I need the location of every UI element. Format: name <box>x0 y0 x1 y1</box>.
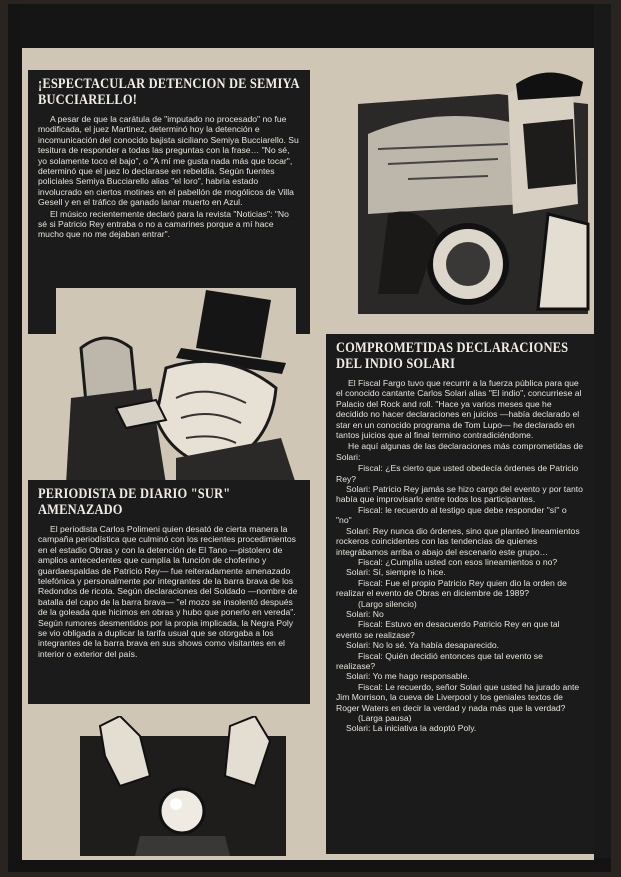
dialogue-line: Fiscal: ¿Es cierto que usted obedecía órdenes de Patricio Rey? <box>336 463 579 484</box>
dialogue-line: Solari: Patricio Rey jamás se hizo cargo del evento y por tanto había que improvisarlo entre todos los participantes. <box>336 484 583 505</box>
article-paragraph: El Fiscal Fargo tuvo que recurrir a la fuerza pública para que el conocido cantante Carlos Solari alias "El indio", concurriese al Palacio del Rock and roll. "Hace ya varios meses que he decidido no hacer declaraciones en juicios —había declarado el star en un conocido programa de Tom Lupo— he declarado en tantos juicios que al final termino contradiciéndome. <box>336 378 582 441</box>
dialogue-line: Solari: No <box>346 608 384 619</box>
article-title: PERIODISTA DE DIARIO "SUR" AMENAZADO <box>38 486 231 518</box>
article-title: ¡ESPECTACULAR DETENCION DE SEMIYA BUCCIARELLO! <box>38 76 300 108</box>
right-dark-band <box>594 4 611 872</box>
article-title: COMPROMETIDAS DECLARACIONES DEL INDIO SOLARI <box>336 340 569 372</box>
police-car-drawing <box>348 64 594 314</box>
bottom-dark-band <box>8 858 611 872</box>
article-paragraph: El músico recientemente declaró para la revista "Noticias": "No sé si Patricio Rey entraba o no a camarines porque a mí hace mucho que no me dejaban entrar". <box>38 208 289 240</box>
dialogue-line: (Largo silencio) <box>358 598 417 609</box>
dialogue-line: Solari: Rey nunca dio órdenes, sino que planteó lineamientos rockeros coincidentes con las tendencias de quienes integrábamos arriba o abajo del escenario este grupo… <box>336 525 580 557</box>
dialogue-line: Solari: Sí, siempre lo hice. <box>346 567 446 578</box>
dialogue-line: (Larga pausa) <box>358 713 412 723</box>
dialogue-line: Solari: Yo me hago responsable. <box>346 671 470 682</box>
article-indio-solari <box>326 334 594 854</box>
illustration-police-car <box>348 64 594 314</box>
dialogue-line: Fiscal: Fue el propio Patricio Rey quien dio la orden de realizar el evento de Obras en diciembre de 1989? <box>336 577 567 599</box>
dialogue-line: Solari: No lo sé. Ya había desaparecido. <box>346 640 500 651</box>
illustration-top-hat-man <box>56 288 296 484</box>
top-dark-band <box>8 4 611 48</box>
left-dark-band <box>8 4 22 872</box>
top-hat-man-drawing <box>56 288 296 484</box>
dialogue-line: Fiscal: Le recuerdo, señor Solari que usted ha jurado ante Jim Morrison, la cueva de Liverpool y los geniales textos de Roger Waters en decir la verdad y nada más que la verdad? <box>336 681 580 713</box>
article-paragraph: El periodista Carlos Polimeni quien desató de cierta manera la campaña periodística que culminó con los recientes procedimientos en el estadio Obras y con la detención de El Tano —pistolero de amplios antecedentes que cumplía la función de choferino y guardaespaldas de Patricio Rey— fue reiteradamente amenazado telefónica y personalmente por integrantes de la barra brava de los Redondos de ricota. Según declaraciones del Soldado —nombre de batalla del capo de la barra brava— "el mozo se insolentó después de la goleada que hicimos en obras y hubo que ponerlo en vereda". Según rumores desmentidos por la propia implicada, la Negra Poly se vio obligada a duplicar la tarifa usual que se otorgaba a los integrantes de la barra brava en sus shows como visitantes en el interior o exterior del país. <box>38 524 298 659</box>
dialogue-line: Fiscal: Quién decidió entonces que tal evento se realizase? <box>336 650 543 671</box>
dialogue-line: Fiscal: Estuvo en desacuerdo Patricio Rey en que tal evento se realizase? <box>336 619 560 640</box>
newspaper-page <box>8 4 611 872</box>
article-periodista-amenazado <box>28 480 310 704</box>
dialogue-line: Fiscal: ¿Cumplía usted con esos lineamientos o no? <box>358 556 558 567</box>
article-paragraph: He aquí algunas de las declaraciones más comprometidas de Solari: <box>336 441 584 462</box>
article-paragraph: A pesar de que la carátula de "imputado no procesado" no fue modificada, el juez Martinez, determinó hoy la detención e incomunicación del conocido bajista siciliano Semiya Bucciarello. Su tesitura de responder a todas las preguntas con la frase… "No sé, yo solamente toco el bajo", o "A mí me gusta nada más que tocar", determinó que el juez lo declarase en rebeldía. Según fuentes policiales Semiya Bucciarello alias "el loro", habría estado involucrado en ciertos motines en el pabellón de rnogólicos de Villa Gesell y en el tráfico de ganado lanar muerto en Azul. <box>38 114 299 208</box>
illustration-crystal-ball <box>80 716 286 856</box>
dialogue-line: Fiscal: le recuerdo al testigo que debe responder "sí" o "no" <box>336 504 567 526</box>
dialogue-line: Solari: La iniciativa la adoptó Poly. <box>346 723 477 734</box>
crystal-ball-drawing <box>80 716 286 856</box>
